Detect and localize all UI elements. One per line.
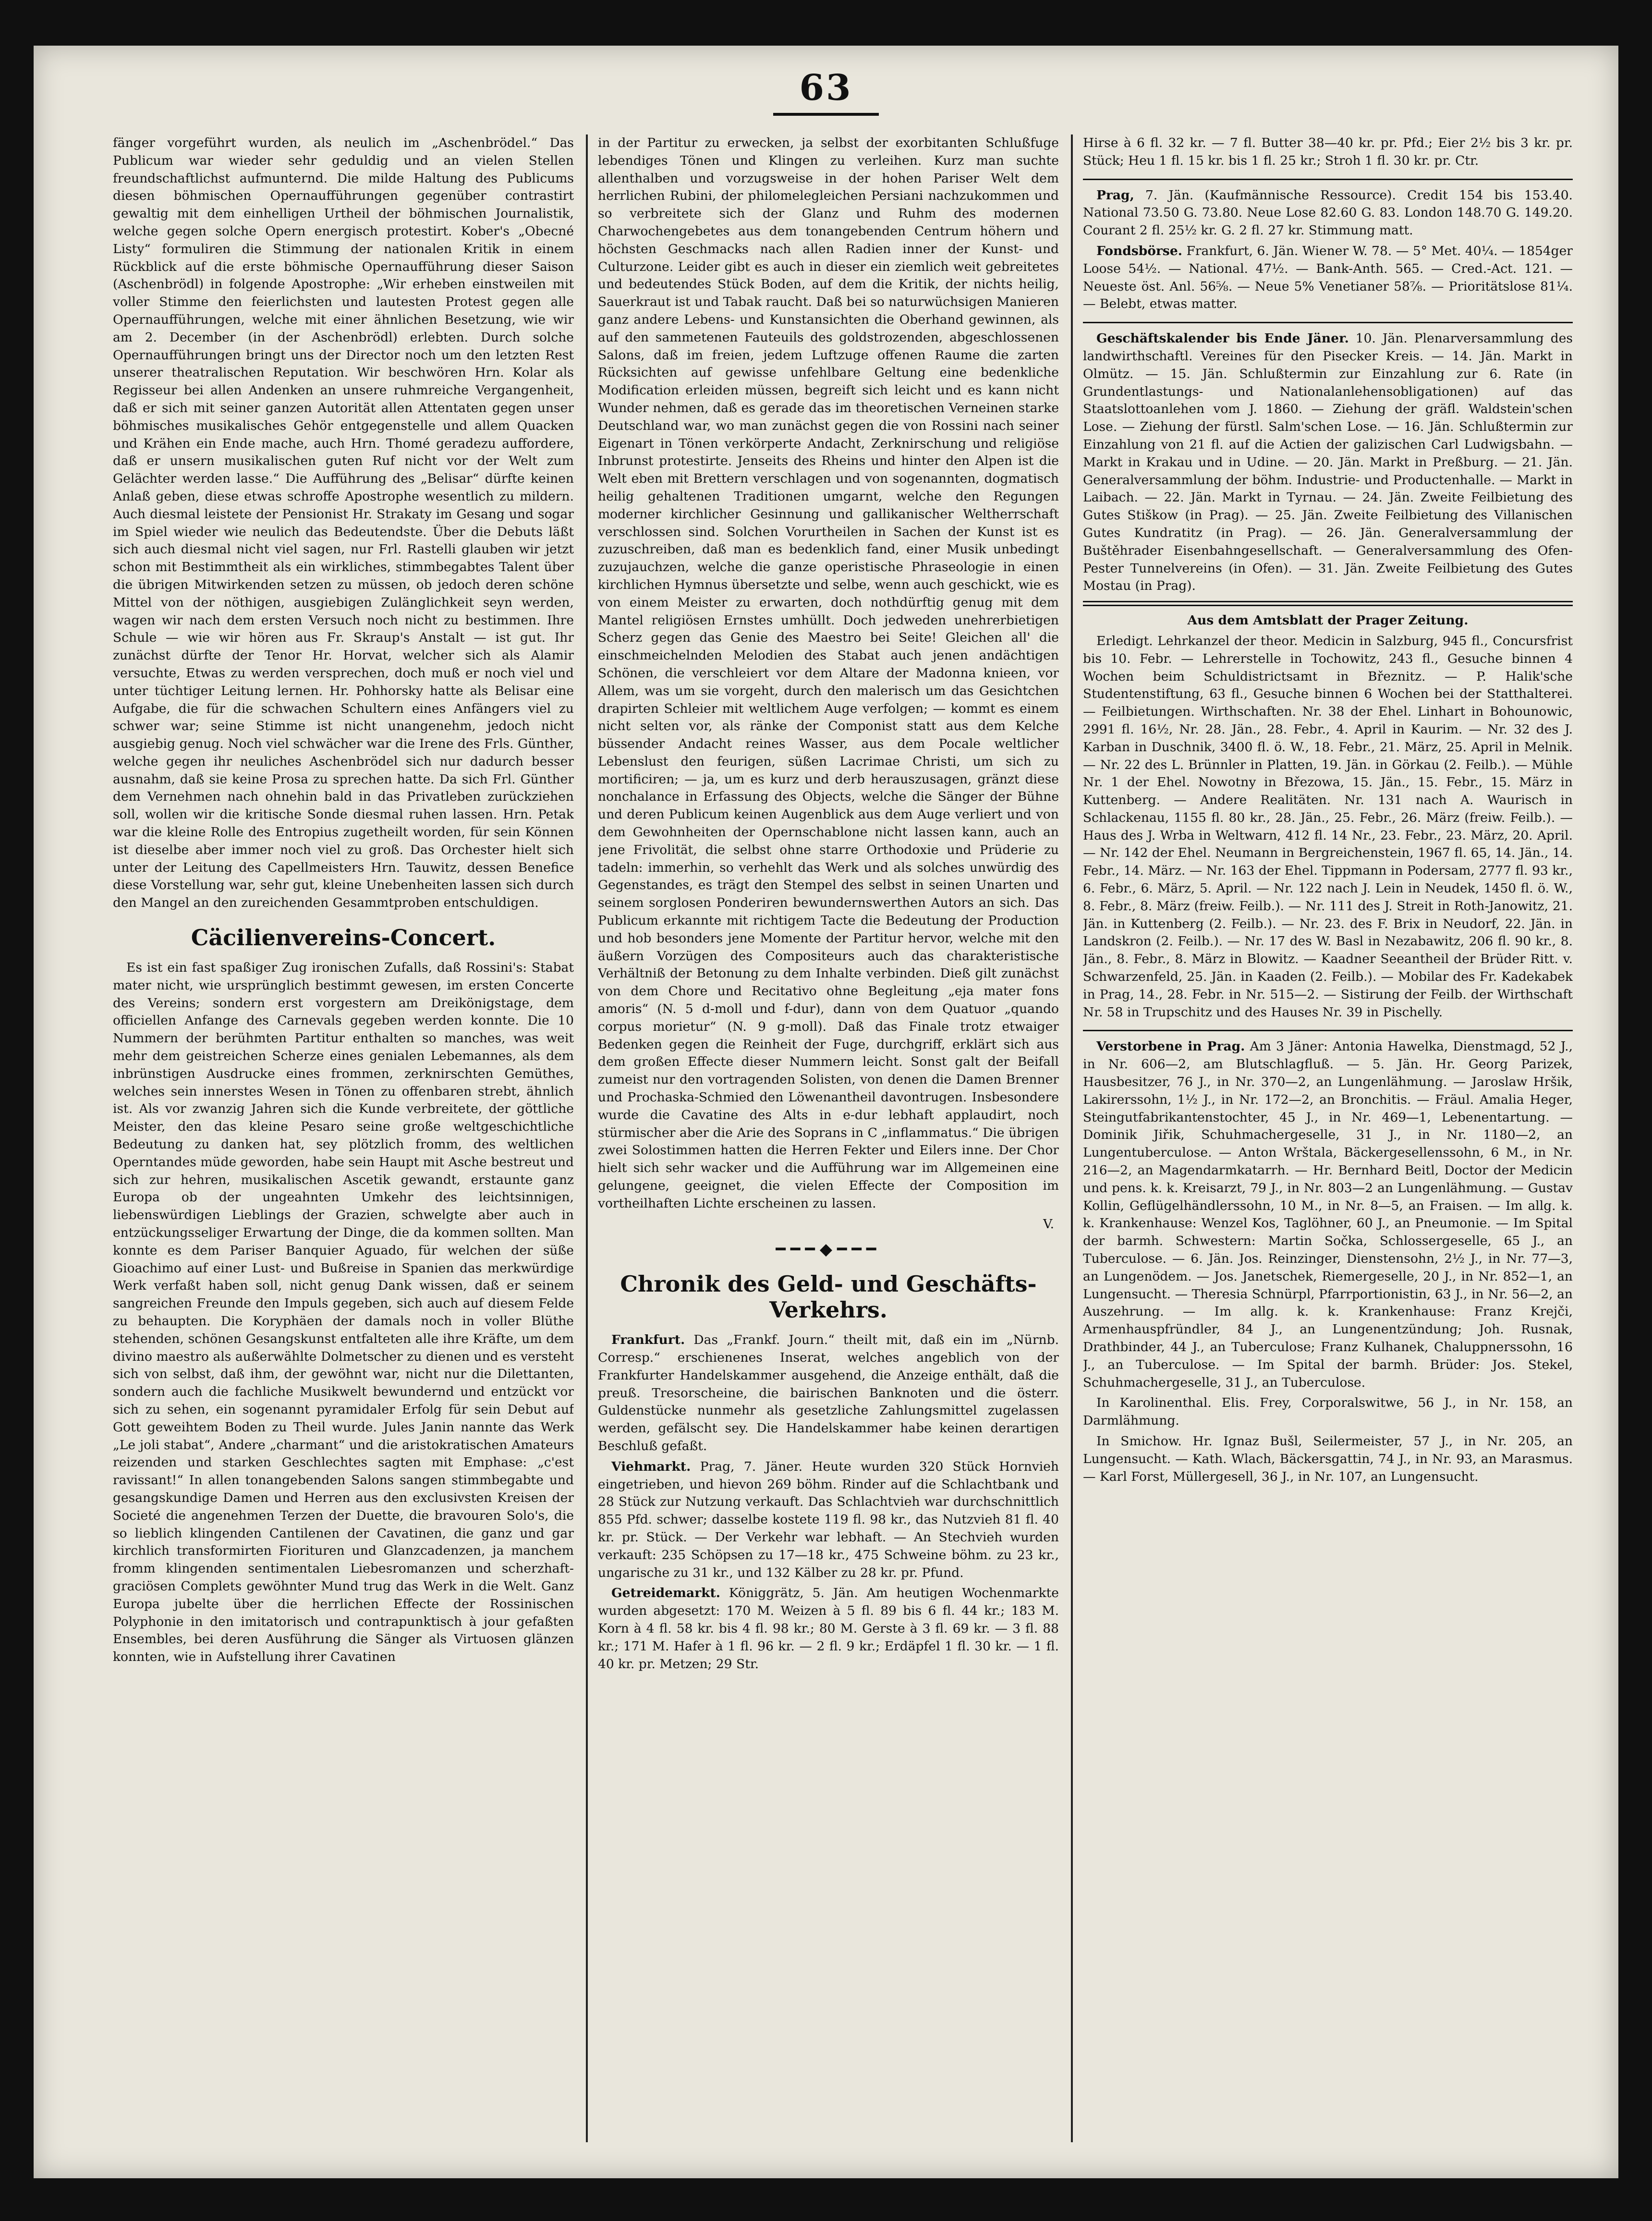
newspaper-page [34, 46, 1618, 2178]
prag-exchange [1083, 187, 1573, 240]
market-continuation: Hirse à 6 fl. 32 kr. — 7 fl. Butter 38—40 kr. pr. Pfd.; Eier 2½ bis 3 kr. pr. Stück; Heu 1 fl. 15 kr. bis 1 fl. 25 kr.; Stroh 1 fl. 30 kr. pr. Ctr. [1083, 135, 1573, 168]
section-ornament: ━━━◆━━━ [776, 1240, 881, 1259]
concert-review-continuation: in der Partitur zu erwecken, ja selbst der exorbitanten Schlußfuge lebendiges Tönen und Klingen zu verleihen. Kurz man suchte allenthalben und vorzugsweise in der hohen Pariser Welt dem herrlichen Rubini, der philomelegleichen Persiani nachzukommen und so verbreitete sich der Glanz und Ruhm des modernen Charwochengebetes aus dem tonangebenden Centrum höhern und höchsten Geschmacks nach allen Radien inner der Kunst- und Culturzone. Leider gibt es auch in dieser ein ziemlich weit gebreitetes und bedeutendes Stück Boden, auf dem die Kritik, der nichts heilig, Sauerkraut ist und Tabak raucht. Daß bei so naturwüchsigen Manieren ganz andere Lebens- und Kunstansichten die Oberhand gewinnen, als auf den sammetenen Fauteuils des goldstrozenden, abgeschlossenen Salons, daß im freien, jedem Luftzuge offenen Raume die zarten Rücksichten auf gewisse unfehlbare Geltung eine bedenkliche Modification erleiden müssen, begreift sich leicht und es kann nicht Wunder nehmen, daß es gerade das im theoretischen Verneinen starke Deutschland war, wo man zunächst gegen die von Rossini nach seiner Eigenart in Tönen verkörperte Andacht, Zerknirschung und religiöse Inbrunst protestirte. Jenseits des Rheins und hinter den Alpen ist die Welt eben mit Brettern verschlagen und von sogenannten, dogmatisch heilig gehaltenen Traditionen umgarnt, welche den Regungen moderner kirchlicher Gesinnung und gallikanischer Weltherrschaft verschlossen sind. Solchen Vorurtheilen in Sachen der Kunst ist es zuzuschreiben, daß man es bedenklich fand, einer Musik unbedingt zuzujauchzen, welche die ganze operistische Phraseologie in einen kirchlichen Hymnus übersetzte und selbe, wenn auch geschickt, wie es von einem Meister zu erwarten, doch nothdürftig genug mit dem Mantel religiösen Ernstes umhüllt. Doch jedweden unehrerbietigen Scherz gegen das Genie des Maestro bei Seite! Gleichen all' die einschmeichelnden Melodien des Stabat auch jenen andächtigen Schönen, die verschleiert vor dem Altare der Madonna knieen, vor Allem, was um sie vorgeht, durch den malerisch um das Gesichtchen drapirten Schleier mit weltlichem Auge verfolgen; — kommt es einem nicht selten vor, als ränke der Componist statt aus dem Kelche büssender Andacht reines Wasser, aus dem Pocale weltlicher Lebenslust den feurigen, süßen Lacrimae Christi, um sich zu mortificiren; — ja, um es kurz und derb herauszusagen, gränzt diese nonchalance in Erfassung des Objects, welche die Sänger der Bühne und deren Publicum keinen Augenblick aus dem Auge verliert und von dem Gewohnheiten der Opernschablone nicht lassen kann, auch an jene Frivolität, die selbst ohne starre Orthodoxie und Prüderie zu tadeln: immerhin, so verhehlt das Werk und als solches unwürdig des Gegenstandes, es trägt den Stempel des selbst in seinen Unarten und seinem sorglosen Ponderiren bewundernswerthen Autors an sich. Das Publicum erkannte mit richtigem Tacte die Bedeutung der Production und hob besonders jene Momente der Partitur hervor, welche mit den äußern Vorzügen des Compositeurs auch das charakteristische Verhältniß der Betonung zu dem Inhalte verbinden. Dieß gilt zunächst von dem Chore und Recitativo ohne Begleitung „eja mater fons amoris“ (N. 5 d-moll und f-dur), dann von dem Quatuor „quando corpus morietur“ (N. 9 g-moll). Daß das Finale trotz etwaiger Bedenken gegen die Reinheit der Fuge, durchgriff, erklärt sich aus dem großen Effecte dieser Nummern leicht. Sonst galt der Beifall zumeist nur den vortragenden Solisten, von denen die Damen Brenner und Prochaska-Schmied den Löwenantheil davontrugen. Insbesondere wurde die Cavatine des Alts in e-dur lebhaft applaudirt, noch stürmischer aber die Arie des Soprans in C „inflammatus.“ Die übrigen zwei Solostimmen hatten die Herren Fekter und Eilers inne. Der Chor hielt sich sehr wacker und die Aufführung war im Allgemeinen eine gelungene, geeignet, die vielen Effecte der Composition im vortheilhaften Lichte erscheinen zu lassen. [598, 135, 1059, 1211]
chronik-item-lead: Frankfurt. [611, 1332, 685, 1348]
fonds-text: Frankfurt, 6. Jän. Wiener W. 78. — 5° Met. 40¼. — 1854ger Loose 54½. — National. 47½. — Bank-Anth. 565. — Cred.-Act. 121. — Neueste öst. Anl. 56⅝. — Neue 5% Venetianer 58⅞. — Prioritätslose 81¼. — Belebt, etwas matter. [1083, 243, 1573, 312]
separator-rule [1083, 322, 1573, 323]
kalender-text: 10. Jän. Plenarversammlung des landwirthschaftl. Vereines für den Pisecker Kreis. — 14. Jän. Markt in Olmütz. — 15. Jän. Schlußtermin zur Einzahlung zur 6. Rate (in Grundentlastungs- und Nationalanlehensobligationen) auf das Staatslottoanlehen vom J. 1860. — Ziehung der gräfl. Waldstein'schen Lose. — Ziehung der fürstl. Salm'schen Lose. — 16. Jän. Schlußtermin zur Einzahlung von 21 fl. auf die Actien der galizischen Carl Ludwigsbahn. — Markt in Krakau und in Udine. — 20. Jän. Markt in Preßburg. — 21. Jän. Generalversammlung der böhm. Industrie- und Productenhalle. — Markt in Laibach. — 22. Jän. Markt in Tyrnau. — 24. Jän. Zweite Feilbietung des Gutes Stiškow (in Prag). — 25. Jän. Zweite Feilbietung des Villanischen Gutes Kundratitz (in Prag). — 26. Jän. Generalversammlung der Buštěhrader Eisenbahngesellschaft. — Generalversammlung des Ofen-Pester Tunnelvereins (in Ofen). — 31. Jän. Zweite Feilbietung des Gutes Mostau (in Prag). [1083, 331, 1573, 594]
column-2 [598, 134, 1059, 2142]
kalender-lead: Geschäftskalender bis Ende Jäner. [1096, 331, 1349, 346]
page-number-rule [773, 113, 879, 116]
chronik-item-text: Prag, 7. Jäner. Heute wurden 320 Stück Hornvieh eingetrieben, und hievon 269 böhm. Rinder auf die Schlachtbank und 28 Stück zur Nutzung verkauft. Das Schlachtvieh war durchschnittlich 855 Pfd. schwer; dasselbe kostete 119 fl. 98 kr., das Nutzvieh 81 fl. 40 kr. pr. Stück. — Der Verkehr war lebhaft. — An Stechvieh wurden verkauft: 235 Schöpsen zu 17—18 kr., 475 Schweine böhm. zu 23 kr., ungarische zu 31 kr., und 132 Kälber zu 28 kr. pr. Pfund. [598, 1459, 1059, 1580]
smichow-entry: In Smichow. Hr. Ignaz Bušl, Seilermeister, 57 J., in Nr. 205, an Lungensucht. — Kath. Wlach, Bäckersgattin, 74 J., in Nr. 93, an Marasmus. — Karl Forst, Müllergesell, 36 J., in Nr. 107, an Lungensucht. [1083, 1433, 1573, 1484]
prag-text: 7. Jän. (Kaufmännische Ressource). Credit 154 bis 153.40. National 73.50 G. 73.80. Neue Lose 82.60 G. 83. London 148.70 G. 149.20. Courant 2 fl. 25½ kr. G. 2 fl. 27 kr. Stimmung matt. [1083, 187, 1573, 238]
chronik-item-lead: Getreidemarkt. [611, 1586, 721, 1601]
karolinenthal-entry: In Karolinenthal. Elis. Frey, Corporalswitwe, 56 J., in Nr. 158, an Darmlähmung. [1083, 1395, 1573, 1428]
chronik-item [598, 1458, 1059, 1582]
column-divider [1071, 134, 1073, 2142]
separator-rule [1083, 179, 1573, 180]
fondsboerse [1083, 243, 1573, 313]
geschaeftskalender [1083, 330, 1573, 595]
column-divider [586, 134, 588, 2142]
chronik-item [598, 1585, 1059, 1673]
chronik-item-text: Königgrätz, 5. Jän. Am heutigen Wochenmarkte wurden abgesetzt: 170 M. Weizen à 5 fl. 89 bis 6 fl. 44 kr.; 183 M. Korn à 4 fl. 58 kr. bis 4 fl. 98 kr.; 80 M. Gerste à 3 fl. 69 kr. — 3 fl. 88 kr.; 171 M. Hafer à 1 fl. 96 kr. — 2 fl. 9 kr.; Erdäpfel 1 fl. 30 kr. — 1 fl. 40 kr. pr. Metzen; 29 Str. [598, 1586, 1059, 1672]
amtsblatt-text: Erledigt. Lehrkanzel der theor. Medicin in Salzburg, 945 fl., Concursfrist bis 10. Febr. — Lehrerstelle in Tochowitz, 243 fl., Gesuche binnen 4 Wochen beim Schuldistrictsamt in Březnitz. — P. Halik'sche Studentenstiftung, 63 fl., Gesuche binnen 6 Wochen bei der Statthalterei. — Feilbietungen. Wirthschaften. Nr. 38 der Ehel. Linhart in Bohounowic, 2991 fl. 16½, Nr. 28. Jän., 28. Febr., 4. April in Kaurim. — Nr. 32 des J. Karban in Duschnik, 3400 fl. ö. W., 18. Febr., 21. März, 25. April in Melnik. — Nr. 22 des L. Brünnler in Platten, 19. Jän. in Görkau (2. Feilb.). — Mühle Nr. 1 der Ehel. Nowotny in Březowa, 15. Jän., 15. Febr., 15. März in Kuttenberg. — Andere Realitäten. Nr. 131 nach A. Waurisch in Schlackenau, 1155 fl. 80 kr., 28. Jän., 25. Febr., 26. März (freiw. Feilb.). — Haus des J. Wrba in Weltwarn, 412 fl. 14 Nr., 23. Febr., 23. März, 20. April. — Nr. 142 der Ehel. Neumann in Bergreichenstein, 1967 fl. 65, 14. Jän., 14. Febr., 14. März. — Nr. 163 der Ehel. Tippmann in Podersam, 2777 fl. 93 kr., 6. Febr., 6. März, 5. April. — Nr. 122 nach J. Lein in Neudek, 1450 fl. ö. W., 8. Febr., 8. März (freiw. Feilb.). — Nr. 111 des J. Streit in Roth-Janowitz, 21. Jän. in Kuttenberg (2. Feilb.). — Nr. 23. des F. Brix in Neudorf, 22. Jän. in Landskron (2. Feilb.). — Nr. 17 des W. Basl in Nezabawitz, 206 fl. 90 kr., 8. Jän., 8. Febr., 8. März in Blowitz. — Kaadner Seeantheil der Brüder Ritt. v. Schwarzenfeld, 25. Jän. in Kaaden (2. Feilb.). — Mobilar des Fr. Kadekabek in Prag, 14., 28. Febr. in Nr. 515—2. — Sistirung der Feilb. der Wirthschaft Nr. 58 in Trupschitz und des Hauses Nr. 39 in Pischelly. [1083, 633, 1573, 1020]
author-signature: V. [1043, 1216, 1054, 1232]
chronik-item-text: Das „Frankf. Journ.“ theilt mit, daß ein im „Nürnb. Corresp.“ erschienenes Inserat, welches angeblich von der Frankfurter Handelskammer ausgehend, die Anzeige enthält, daß die preuß. Tresorscheine, die bairischen Banknoten und die österr. Guldenstücke nunmehr als gesetzliche Zahlungsmittel zugelassen werden, gefälscht sey. Die Handelskammer habe keinen derartigen Beschluß gefaßt. [598, 1332, 1059, 1453]
amtsblatt-title: Aus dem Amtsblatt der Prager Zeitung. [1187, 613, 1469, 628]
chronik-item [598, 1331, 1059, 1455]
section-title-chronik: Chronik des Geld- und Geschäfts-Verkehrs. [620, 1271, 1037, 1323]
chronik-item-lead: Viehmarkt. [611, 1459, 691, 1474]
fonds-lead: Fondsbörse. [1096, 243, 1182, 258]
verstorbene [1083, 1038, 1573, 1391]
column-1 [113, 134, 574, 2142]
double-rule [1083, 601, 1573, 602]
separator-rule [1083, 1030, 1573, 1031]
prag-lead: Prag, [1096, 187, 1134, 203]
opera-review-paragraph: fänger vorgeführt wurden, als neulich im „Aschenbrödel.“ Das Publicum war wieder sehr geduldig und an vielen Stellen freundschaftlichst aufmunternd. Die milde Haltung des Publicums diesen böhmischen Opernaufführungen gegenüber contrastirt gewaltig mit dem einhelligen Urtheil der böhmischen Journalistik, welche gegen solche Opern energisch protestirt. Kober's „Obecné Listy“ formuliren die Stimmung der nationalen Kritik in einem Rückblick auf die erste böhmische Opernaufführung dieser Saison (Aschenbrödl) in folgende Apostrophe: „Wir erheben einstweilen mit voller Stimme den feierlichsten und lautesten Protest gegen alle Opernaufführungen, welche mit einer ähnlichen Besetzung, wie wir am 2. December (in der Aschenbrödl) erlebten. Durch solche Opernaufführungen bringt uns der Director noch um den letzten Rest unserer theatralischen Reputation. Wir beschwören Hrn. Kolar als Regisseur bei allen Andenken an unsere ruhmreiche Vergangenheit, daß er sich mit seiner ganzen Autorität allen Attentaten gegen unser böhmisches musikalisches Gehör entgegenstelle und allem Quacken und Krähen ein Ende mache, auch Hrn. Thomé geradezu auffordere, daß er unsern musikalischen guten Ruf nicht vor der Welt zum Gelächter werden lasse.“ Die Aufführung des „Belisar“ dürfte keinen Anlaß geben, diese etwas schroffe Apostrophe wesentlich zu mildern. Auch diesmal leistete der Pensionist Hr. Strakaty im Gesang und sogar im Spiel wieder wie neulich das Bedeutendste. Über die Debuts läßt sich auch diesmal nicht viel sagen, nur Frl. Rastelli glauben wir jetzt schon mit Bestimmtheit als ein wirkliches, stimmbegabtes Talent über die übrigen Mitwirkenden setzen zu müssen, ob jedoch deren schöne Mittel von der nöthigen, ausgiebigen Zulänglichkeit seyn werden, wagen wir nach dem ersten Versuch noch nicht zu bestimmen. Ihre Schule — wie wir hören aus Fr. Skraup's Anstalt — ist gut. Ihr zunächst dürfte der Tenor Hr. Horvat, welcher sich als Alamir versuchte, Etwas zu werden versprechen, doch muß er noch viel und unter tüchtiger Leitung lernen. Hr. Pohhorsky hatte als Belisar eine Aufgabe, die für die schwachen Schultern eines Anfängers viel zu schwer war; seine Stimme ist nicht unangenehm, jedoch nicht ausgiebig genug. Noch viel schwächer war die Irene des Frls. Günther, welche gegen ihr neuliches Aschenbrödel sich nur dadurch besser ausnahm, daß sie keine Prosa zu sprechen hatte. Da sich Frl. Günther dem Vernehmen nach ohnehin bald in das Privatleben zurückziehen soll, wollen wir die kritische Sonde diesmal ruhen lassen. Hrn. Petak war die kleine Rolle des Entropius zugetheilt worden, für sein Können ist dieselbe aber immer noch viel zu groß. Das Orchester hielt sich unter der Leitung des Capellmeisters Hrn. Tauwitz, dessen Benefice diese Vorstellung war, sehr gut, kleine Unebenheiten lassen sich durch den Mangel an den zureichenden Gesammtproben entschuldigen. [113, 135, 574, 911]
column-3 [1083, 134, 1573, 2142]
page-number: 63 [799, 67, 853, 109]
concert-review-paragraph: Es ist ein fast spaßiger Zug ironischen Zufalls, daß Rossini's: Stabat mater nicht, wie ursprünglich bestimmt gewesen, im ersten Concerte des Vereins; sondern erst vorgestern am Dreikönigstage, dem officiellen Anfange des Carnevals gegeben werden konnte. Die 10 Nummern der berühmten Partitur enthalten so manches, was weit mehr dem geistreichen Scherze eines genialen Lebemannes, als dem inbrünstigen Ausdrucke eines frommen, zerknirschten Gemüthes, welches sein innerstes Wesen in Tönen zu offenbaren strebt, ähnlich ist. Als vor zwanzig Jahren sich die Kunde verbreitete, der göttliche Meister, den das kleine Pesaro seine große weltgeschichtliche Bedeutung zu danken hat, sey plötzlich fromm, des weltlichen Operntandes müde geworden, habe sein Haupt mit Asche bestreut und sich zur hehren, musikalischen Ascetik gewandt, erstaunte ganz Europa ob der ungeahnten Umkehr des leichtsinnigen, liebenswürdigen Lieblings der Grazien, schwelgte aber auch in entzückungsseliger Erwartung der Dinge, die da kommen sollten. Man konnte es dem Pariser Banquier Aguado, für welchen der süße Gioachimo auf einer Lust- und Bußreise in Spanien das merkwürdige Werk verfaßt haben soll, nicht genug Dank wissen, daß er seinem sangreichen Freunde den Impuls gegeben, sich auch auf diesem Felde zu behaupten. Die Koryphäen der damals noch in voller Blüthe stehenden, schönen Gesangskunst entfalteten alle ihre Kräfte, um dem divino maestro als außerwählte Dolmetscher zu dienen und es versteht sich von selbst, daß ihm, der gewöhnt war, nicht nur die Dilettanten, sondern auch die fachliche Musikwelt bewundernd und entzückt vor sich zu sehen, ein sogenannt pyramidaler Erfolg für sein Debut auf Gott geweihtem Boden zu Theil wurde. Jules Janin nannte das Werk „Le joli stabat“, Andere „charmant“ und die aristokratischen Amateurs reizenden und starken Geschlechtes sagten mit Emphase: „c'est ravissant!“ In allen tonangebenden Salons sangen stimmbegabte und gesangskundige Damen und Herren aus den exclusivsten Kreisen der Societé die angenehmen Terzen der Duette, die bravouren Solo's, die so lieblich klingenden Cantilenen der Cavatinen, die ganz und gar kirchlich transformirten Fiorituren und Glanzcadenzen, ja manchem fromm klingenden sentimentalen Liebesromanzen und scherzhaft-graciösen Complets gewöhnter Mund trug das Werk in die Welt. Ganz Europa jubelte über die herrlichen Effecte der Rossinischen Polyphonie in den imitatorisch und contrapunktisch à jour gefaßten Ensembles, bei deren Ausführung die Sänger als Virtuosen glänzen konnten, wie in Aufstellung ihrer Cavatinen [113, 960, 574, 1665]
verstorbene-text: Am 3 Jäner: Antonia Hawelka, Dienstmagd, 52 J., in Nr. 606—2, am Blutschlagfluß. — 5. Jän. Hr. Georg Parizek, Hausbesitzer, 76 J., in Nr. 370—2, an Lungenlähmung. — Jaroslaw Hršik, Lakirerssohn, 1½ J., in Nr. 172—2, an Bronchitis. — Fräul. Amalia Heger, Steingutfabrikantenstochter, 45 J., in Nr. 469—1, Lebenentartung. — Dominik Jiřik, Schuhmachergeselle, 31 J., in Nr. 1180—2, an Lungentuberculose. — Anton Wrštala, Bäckergesellenssohn, 6 M., in Nr. 216—2, an Magendarmkatarrh. — Hr. Bernhard Beitl, Doctor der Medicin und pens. k. k. Kreisarzt, 79 J., in Nr. 803—2 an Lungenlähmung. — Gustav Kollin, Geflügelhändlerssohn, 10 M., in Nr. 8—5, an Fraisen. — Im allg. k. k. Krankenhause: Wenzel Kos, Taglöhner, 60 J., an Pneumonie. — Im Spital der barmh. Schwestern: Martin Sočka, Schlossergeselle, 65 J., an Tuberculose. — 6. Jän. Jos. Reinzinger, Dienstensohn, 2½ J., in Nr. 77—3, an Lungenödem. — Jos. Janetschek, Riemergeselle, 20 J., in Nr. 852—1, an Lungensucht. — Theresia Schnürpl, Pfarrportionistin, 63 J., in Nr. 56—2, an Auszehrung. — Im allg. k. k. Krankenhause: Franz Krejči, Armenhauspfründler, 84 J., an Lungenentzündung; Joh. Rusnak, Drathbinder, 44 J., an Tuberculose; Franz Kulhanek, Chaluppnerssohn, 16 J., an Tuberculose. — Im Spital der barmh. Brüder: Jos. Stekel, Schuhmachergeselle, 31 J., an Tuberculose. [1083, 1039, 1573, 1390]
section-title-caecilienverein: Cäcilienvereins-Concert. [191, 925, 496, 951]
verstorbene-lead: Verstorbene in Prag. [1096, 1039, 1245, 1054]
